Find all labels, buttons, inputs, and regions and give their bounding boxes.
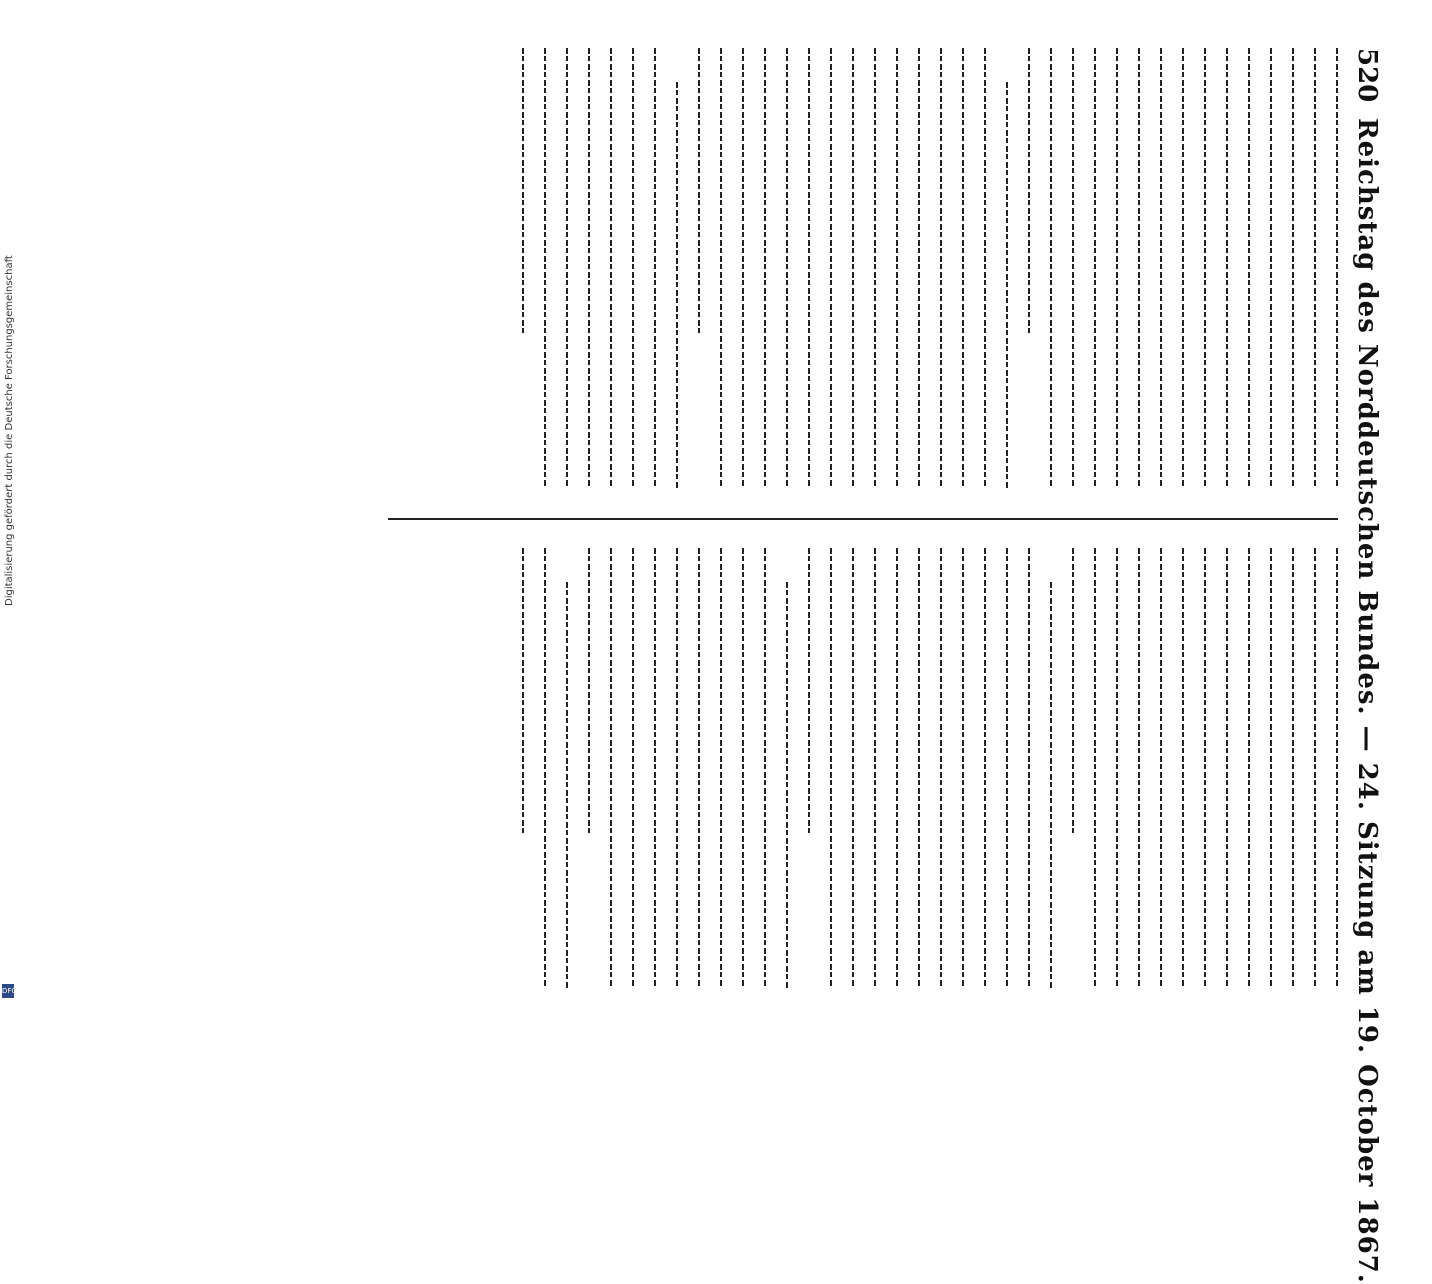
- left-column: [502, 48, 1338, 488]
- document-page: [86, 48, 1386, 1284]
- page-number: 520: [1352, 48, 1382, 103]
- column-divider: [388, 518, 1338, 520]
- dfg-logo-icon: DFG: [2, 984, 14, 998]
- header-title: Reichstag des Norddeutschen Bundes. — 24. Sitzung am 19. October 1867.: [1352, 118, 1382, 1284]
- right-column: [502, 548, 1338, 988]
- page-header: [1346, 48, 1386, 1284]
- digitization-credit: Digitalisierung gefördert durch die Deutsche Forschungsgemeinschaft: [4, 255, 15, 606]
